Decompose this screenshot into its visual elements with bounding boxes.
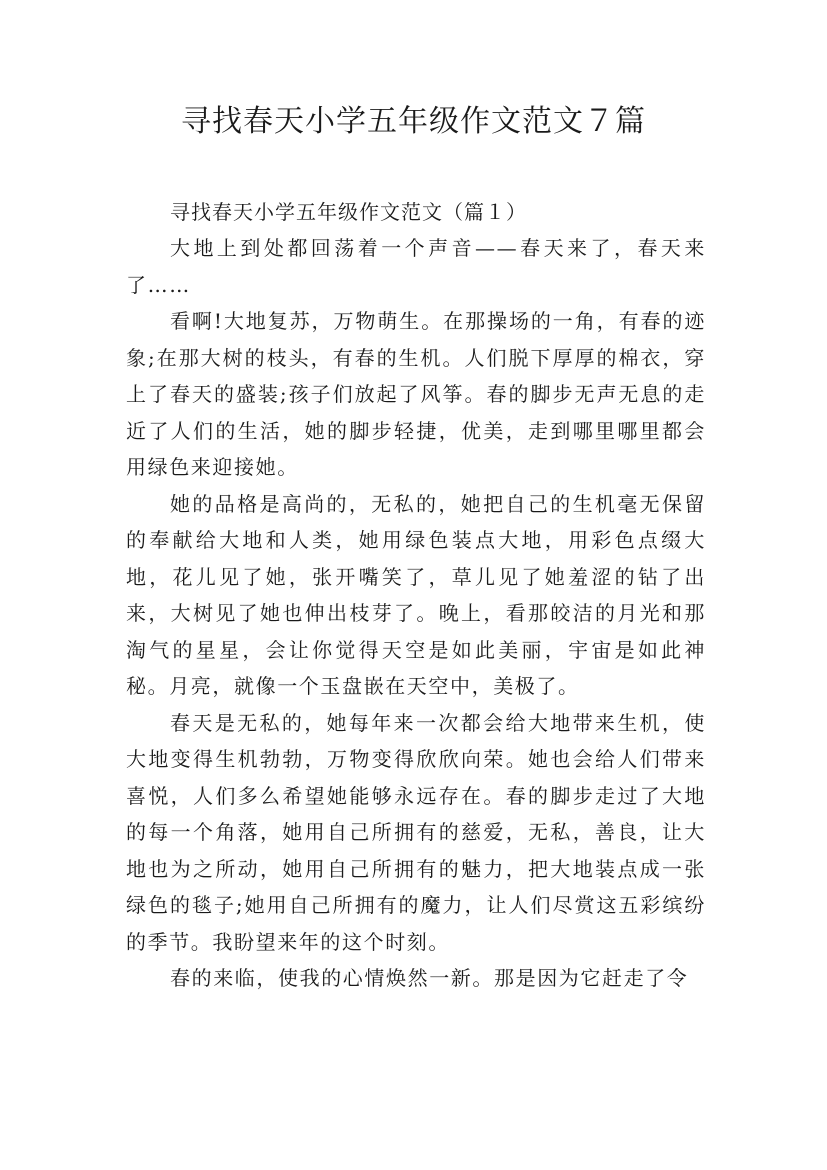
document-title: 寻找春天小学五年级作文范文７篇 [181, 104, 646, 139]
paragraph-5: 春的来临，使我的心情焕然一新。那是因为它赶走了令 [170, 966, 689, 990]
paragraph-1: 大地上到处都回荡着一个声音——春天来了，春天来了…… [126, 236, 706, 297]
paragraph-3: 她的品格是高尚的，无私的，她把自己的生机毫无保留的奉献给大地和人类，她用绿色装点大地，用彩色点缀大地，花儿见了她，张开嘴笑了，草儿见了她羞涩的钻了出来，大树见了她也伸出枝芽了。晚上，看那皎洁的月光和那淘气的星星，会让你觉得天空是如此美丽，宇宙是如此神秘。月亮，就像一个玉盘嵌在天空中，美极了。 [126, 491, 706, 698]
essay-subtitle: 寻找春天小学五年级作文范文（篇１） [170, 200, 527, 224]
document-body [126, 194, 706, 997]
paragraph-4: 春天是无私的，她每年来一次都会给大地带来生机，使大地变得生机勃勃，万物变得欣欣向荣。她也会给人们带来喜悦，人们多么希望她能够永远存在。春的脚步走过了大地的每一个角落，她用自己所拥有的慈爱，无私，善良，让大地也为之所动，她用自己所拥有的魅力，把大地装点成一张绿色的毯子;她用自己所拥有的魔力，让人们尽赏这五彩缤纷的季节。我盼望来年的这个时刻。 [126, 710, 706, 954]
paragraph-2: 看啊!大地复苏，万物萌生。在那操场的一角，有春的迹象;在那大树的枝头，有春的生机。人们脱下厚厚的棉衣，穿上了春天的盛装;孩子们放起了风筝。春的脚步无声无息的走近了人们的生活，她的脚步轻捷，优美，走到哪里哪里都会用绿色来迎接她。 [126, 309, 706, 479]
